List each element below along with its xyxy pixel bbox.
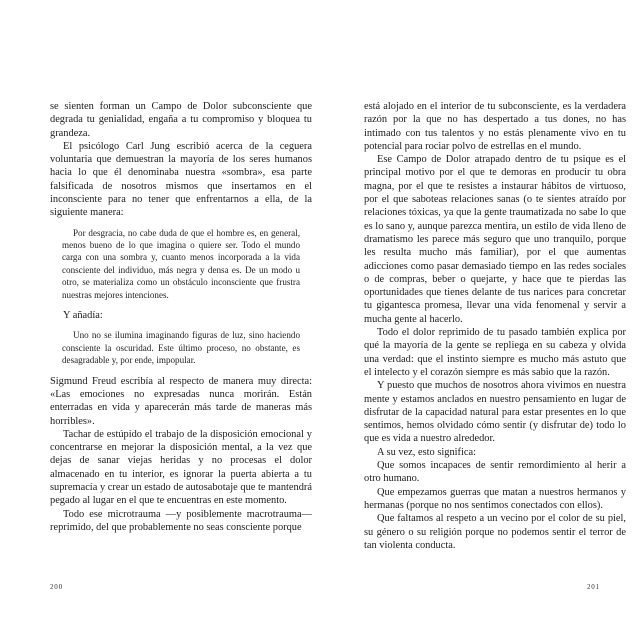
paragraph: Todo ese microtrauma —y posiblemente macrotrauma— reprimido, del que probablemente no seas consciente porque (50, 508, 312, 533)
page-number: 201 (587, 583, 600, 591)
paragraph: A su vez, esto significa: (377, 446, 476, 458)
paragraph: El psicólogo Carl Jung escribió acerca de la ceguera voluntaria que demuestran la mayoría de los seres humanos hacia lo que él denominaba nuestra «sombra», esa parte falsificada de nosotros mismos que insertamos en el inconsciente para no tener que enfrentarnos a ella, de la siguiente manera: (50, 140, 312, 219)
paragraph: Todo el dolor reprimido de tu pasado también explica por qué la mayoría de la gente se repliega en su cabeza y olvida una verdad: que el instinto siempre es mucho más astuto que el intelecto y el corazón siempre es más sabio que la razón. (364, 327, 626, 378)
paragraph: Ese Campo de Dolor atrapado dentro de tu psique es el principal motivo por el que te demoras en producir tu obra magna, por el que te resistes a instaurar hábitos de virtuoso, por el que saboteas relaciones sanas (o te sientes atraído por relaciones tóxicas, ya que la gente traumatizada no sabe lo que es lo sano y, aunque parezca mentira, un estilo de vida lleno de dramatismo les parece más seguro que uno tranquilo, porque les resulta mucho más familiar), por el que aumentas adicciones como pasar demasiado tiempo en las redes sociales o de compras, beber o quejarte, y hace que te pierdas las oportunidades que tienes delante de tus narices para concretar tu gigantesca promesa, llevar una vida fenomenal y servir a mucha gente al hacerlo. (364, 154, 626, 325)
paragraph: Tachar de estúpido el trabajo de la disposición emocional y concentrarse en mejorar la disposición mental, a la vez que dejas de sanar viejas heridas y no procesas el dolor almacenado en tu interior, es ignorar la puerta abierta a tu supremacía y crear un estado de autosabotaje que te mantendrá pegado al lugar en el que te encuentras en este momento. (50, 428, 312, 507)
paragraph: se sienten forman un Campo de Dolor subconsciente que degrada tu genialidad, engaña a tu compromiso y bloquea tu grandeza. (50, 101, 312, 139)
left-page (50, 100, 312, 534)
block-quote: Uno no se ilumina imaginando figuras de luz, sino haciendo consciente la oscuridad. Este último proceso, no obstante, es desagradable y, por ende, impopular. (62, 330, 300, 366)
paragraph: Y añadía: (63, 310, 103, 322)
paragraph: Que faltamos al respeto a un vecino por el color de su piel, su género o su religión porque no podemos sentir el terror de tan violenta conducta. (364, 513, 626, 551)
paragraph: Que empezamos guerras que matan a nuestros hermanos y hermanas (porque no nos sentimos conectados con ellos). (364, 486, 626, 511)
block-quote: Por desgracia, no cabe duda de que el hombre es, en general, menos bueno de lo que imagina o quiere ser. Todo el mundo carga con una sombra y, cuanto menos incorporada a la vida consciente del individuo, más negra y densa es. De un modo u otro, se materializa como un obstáculo inconsciente que frustra nuestras mejores intenciones. (62, 227, 300, 300)
page-number: 200 (50, 583, 63, 591)
right-page (364, 100, 626, 552)
paragraph: Sigmund Freud escribía al respecto de manera muy directa: «Las emociones no expresadas nunca morirán. Están enterradas en vida y aparecerán más tarde de maneras más horribles». (50, 375, 312, 427)
paragraph: Y puesto que muchos de nosotros ahora vivimos en nuestra mente y estamos anclados en nuestro pensamiento en lugar de disfrutar de la capacidad natural para estar presentes en lo que sentimos, hemos olvidado cómo sentir (y disfrutar de) todo lo que es vida a nuestro alrededor. (364, 380, 626, 445)
paragraph: Que somos incapaces de sentir remordimiento al herir a otro humano. (364, 460, 626, 485)
paragraph: está alojado en el interior de tu subconsciente, es la verdadera razón por la que no has despertado a tus dones, no has intimado con tus talentos y no estás plenamente vivo en tu potencial para rociar polvo de estrellas en el mundo. (364, 101, 626, 152)
